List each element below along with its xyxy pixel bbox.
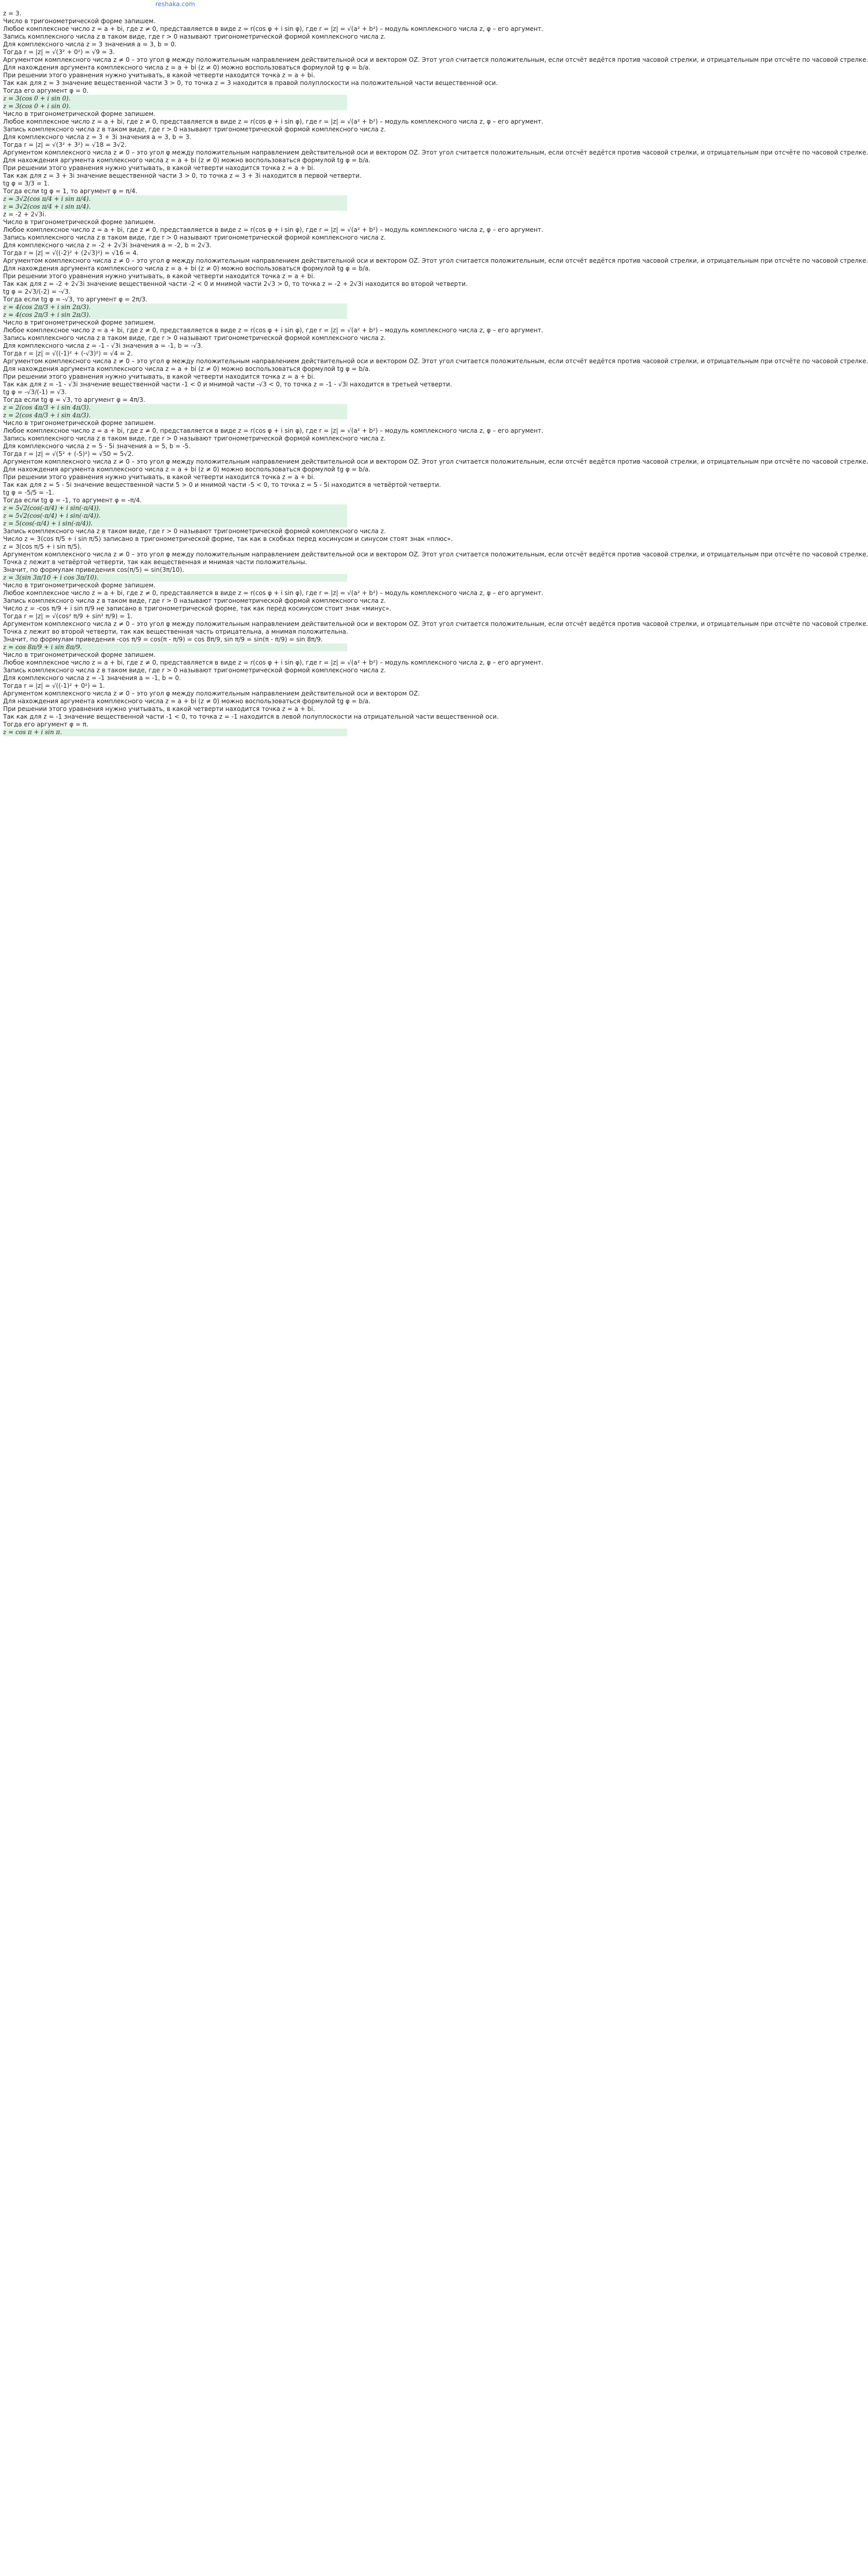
solution-line: Значит, по формулам приведения cos(π/5) = sin(3π/10). — [3, 566, 184, 573]
solution-line: tg φ = 2√3/(-2) = -√3. — [3, 288, 71, 295]
solution-line: tg φ = 3/3 = 1. — [3, 180, 50, 187]
solution-line: Число в тригонометрической форме запишем. — [3, 582, 156, 589]
solution-line: Для нахождения аргумента комплексного числа z = a + bi (z ≠ 0) можно воспользоваться формулой tg φ = b/a. — [3, 466, 371, 473]
solution-line: Аргументом комплексного числа z ≠ 0 – это угол φ между положительным направлением действительной оси и вектором OZ. Этот угол считается положительным, если отсчёт ведётся против часовой стрелки, и отрицательным при отсчёте по часовой стрелке. — [3, 551, 868, 558]
solution-line: Запись комплексного числа z в таком виде, где r > 0 называют тригонометрической формой комплексного числа z. — [3, 126, 386, 133]
site-header — [0, 0, 350, 9]
answer-line: z = 5(cos(-π/4) + i sin(-π/4)). — [3, 520, 347, 528]
solution-line: Для нахождения аргумента комплексного числа z = a + bi (z ≠ 0) можно воспользоваться формулой tg φ = b/a. — [3, 265, 371, 272]
solution-line: При решении этого уравнения нужно учитывать, в какой четверти находится точка z = a + bi. — [3, 273, 315, 280]
solution-line: tg φ = -5/5 = -1. — [3, 489, 54, 496]
answer-line: z = 3(sin 3π/10 + i cos 3π/10). — [3, 574, 347, 582]
solution-line: Аргументом комплексного числа z ≠ 0 – это угол φ между положительным направлением действительной оси и вектором OZ. Этот угол считается положительным, если отсчёт ведётся против часовой стрелки, и отрицательным при отсчёте по часовой стрелке. — [3, 458, 868, 465]
solution-line: Запись комплексного числа z в таком виде, где r > 0 называют тригонометрической формой комплексного числа z. — [3, 597, 386, 604]
solution-line: Так как для z = -2 + 2√3i значение вещественной части -2 < 0 и мнимой части 2√3 > 0, то точка z = -2 + 2√3i находится во второй четверти. — [3, 280, 468, 287]
answer-line: z = 3(cos 0 + i sin 0). — [3, 95, 347, 103]
answer-line: z = 4(cos 2π/3 + i sin 2π/3). — [3, 311, 347, 319]
answer-line: z = 2(cos 4π/3 + i sin 4π/3). — [3, 412, 347, 419]
solution-line: Запись комплексного числа z в таком виде, где r > 0 называют тригонометрической формой комплексного числа z. — [3, 334, 386, 342]
answer-line: z = cos π + i sin π. — [3, 728, 347, 736]
solution-line: Тогда r = |z| = √(3² + 0²) = √9 = 3. — [3, 48, 115, 56]
solution-line: Так как для z = -1 - √3i значение вещественной части -1 < 0 и мнимой части -√3 < 0, то точка z = -1 - √3i находится в третьей четверти. — [3, 381, 452, 388]
solution-line: Так как для z = -1 значение вещественной части -1 < 0, то точка z = -1 находится в левой полуплоскости на отрицательной части вещественной оси. — [3, 713, 499, 720]
solution-line: Для нахождения аргумента комплексного числа z = a + bi (z ≠ 0) можно воспользоваться формулой tg φ = b/a. — [3, 157, 371, 164]
answer-line: z = 4(cos 2π/3 + i sin 2π/3). — [3, 303, 347, 311]
solution-line: tg φ = -√3/(-1) = √3. — [3, 388, 67, 396]
solution-line: Для комплексного числа z = -1 - √3i значения a = -1, b = -√3. — [3, 342, 203, 349]
answer-line: z = 3√2(cos π/4 + i sin π/4). — [3, 203, 347, 211]
solution-line: Число в тригонометрической форме запишем. — [3, 651, 156, 658]
solution-line: Тогда r = |z| = √((-2)² + (2√3)²) = √16 = 4. — [3, 249, 139, 257]
solution-line: Любое комплексное число z = a + bi, где z ≠ 0, представляется в виде z = r(cos φ + i sin φ), где r = |z| = √(a² + b²) – модуль комплексного числа z, φ – его аргумент. — [3, 327, 543, 334]
solution-line: Тогда если tg φ = -√3, то аргумент φ = 2π/3. — [3, 296, 148, 303]
solution-line: Так как для z = 3 + 3i значение вещественной части 3 > 0, то точка z = 3 + 3i находится в первой четверти. — [3, 172, 362, 179]
solution-line: Запись комплексного числа z в таком виде, где r > 0 называют тригонометрической формой комплексного числа z. — [3, 33, 386, 40]
solution-line: Тогда r = |z| = √(cos² π/9 + sin² π/9) = 1. — [3, 613, 133, 620]
solution-line: Тогда если tg φ = √3, то аргумент φ = 4π/3. — [3, 396, 145, 403]
solution-line: Запись комплексного числа z в таком виде, где r > 0 называют тригонометрической формой комплексного числа z. — [3, 667, 386, 674]
solution-line: Точка z лежит в четвёртой четверти, так как вещественная и мнимая части положительны. — [3, 558, 307, 566]
solution-line: Любое комплексное число z = a + bi, где z ≠ 0, представляется в виде z = r(cos φ + i sin φ), где r = |z| = √(a² + b²) – модуль комплексного числа z, φ – его аргумент. — [3, 226, 543, 233]
solution-line: Тогда r = |z| = √(3² + 3²) = √18 = 3√2. — [3, 141, 127, 148]
answer-line: z = 3√2(cos π/4 + i sin π/4). — [3, 195, 347, 203]
solution-line: Тогда его аргумент φ = 0. — [3, 87, 89, 94]
solution-line: z = 3. — [3, 10, 22, 17]
solution-line: Тогда если tg φ = -1, то аргумент φ = -π/4. — [3, 497, 142, 504]
solution-line: Число z = -cos π/9 + i sin π/9 не записано в тригонометрической форме, так как перед косинусом стоит знак «минус». — [3, 605, 392, 612]
solution-line: Число z = 3(cos π/5 + i sin π/5) записано в тригонометрической форме, так как в скобках перед косинусом и синусом стоят знак «плюс». — [3, 535, 453, 543]
solution-line: При решении этого уравнения нужно учитывать, в какой четверти находится точка z = a + bi. — [3, 705, 315, 713]
answer-line: z = 3(cos 0 + i sin 0). — [3, 103, 347, 110]
solution-line: Число в тригонометрической форме запишем. — [3, 419, 156, 427]
solution-line: Для нахождения аргумента комплексного числа z = a + bi (z ≠ 0) можно воспользоваться формулой tg φ = b/a. — [3, 698, 371, 705]
solution-line: Для комплексного числа z = -1 значения a = -1, b = 0. — [3, 674, 181, 682]
solution-line: z = 3(cos π/5 + i sin π/5). — [3, 543, 82, 550]
solution-line: При решении этого уравнения нужно учитывать, в какой четверти находится точка z = a + bi. — [3, 164, 315, 172]
solution-line: Аргументом комплексного числа z ≠ 0 – это угол φ между положительным направлением действительной оси и вектором OZ. Этот угол считается положительным, если отсчёт ведётся против часовой стрелки, и отрицательным при отсчёте по часовой стрелке. — [3, 56, 868, 63]
answer-line: z = cos 8π/9 + i sin 8π/9. — [3, 643, 347, 651]
solution-line: Для нахождения аргумента комплексного числа z = a + bi (z ≠ 0) можно воспользоваться формулой tg φ = b/a. — [3, 365, 371, 372]
solution-line: Точка z лежит во второй четверти, так как вещественная часть отрицательна, а мнимая положительна. — [3, 628, 348, 635]
solution-line: Число в тригонометрической форме запишем. — [3, 218, 156, 226]
solution-line: Запись комплексного числа z в таком виде, где r > 0 называют тригонометрической формой комплексного числа z. — [3, 528, 386, 535]
solution-line: Тогда r = |z| = √((-1)² + (-√3)²) = √4 = 2. — [3, 350, 133, 357]
solution-line: z = -2 + 2√3i. — [3, 211, 46, 218]
solution-line: Тогда r = |z| = √(5² + (-5)²) = √50 = 5√2. — [3, 450, 134, 457]
solution-line: Запись комплексного числа z в таком виде, где r > 0 называют тригонометрической формой комплексного числа z. — [3, 435, 386, 442]
solution-line: Аргументом комплексного числа z ≠ 0 – это угол φ между положительным направлением действительной оси и вектором OZ. Этот угол считается положительным, если отсчёт ведётся против часовой стрелки, и отрицательным при отсчёте по часовой стрелке. — [3, 620, 868, 628]
site-link[interactable]: reshaka.com — [155, 1, 195, 8]
solution-line: Для комплексного числа z = 3 + 3i значения a = 3, b = 3. — [3, 133, 192, 141]
answer-line: z = 5√2(cos(-π/4) + i sin(-π/4)). — [3, 512, 347, 520]
solution-line: Для комплексного числа z = 5 - 5i значения a = 5, b = -5. — [3, 443, 191, 450]
solution-line: При решении этого уравнения нужно учитывать, в какой четверти находится точка z = a + bi. — [3, 373, 315, 380]
solution-line: Тогда его аргумент φ = π. — [3, 721, 89, 728]
solution-line: Число в тригонометрической форме запишем. — [3, 18, 156, 25]
solution-line: Запись комплексного числа z в таком виде, где r > 0 называют тригонометрической формой комплексного числа z. — [3, 234, 386, 241]
solution-line: Любое комплексное число z = a + bi, где z ≠ 0, представляется в виде z = r(cos φ + i sin φ), где r = |z| = √(a² + b²) – модуль комплексного числа z, φ – его аргумент. — [3, 659, 543, 666]
solution-line: Любое комплексное число z = a + bi, где z ≠ 0, представляется в виде z = r(cos φ + i sin φ), где r = |z| = √(a² + b²) – модуль комплексного числа z, φ – его аргумент. — [3, 427, 543, 434]
solution-line: При решении этого уравнения нужно учитывать, в какой четверти находится точка z = a + bi. — [3, 72, 315, 79]
answer-line: z = 2(cos 4π/3 + i sin 4π/3). — [3, 404, 347, 412]
solution-line: Так как для z = 3 значение вещественной части 3 > 0, то точка z = 3 находится в правой полуплоскости на положительной части вещественной оси. — [3, 79, 498, 87]
solution-line: Для комплексного числа z = 3 значения a = 3, b = 0. — [3, 41, 177, 48]
solution-line: Любое комплексное число z = a + bi, где z ≠ 0, представляется в виде z = r(cos φ + i sin φ), где r = |z| = √(a² + b²) – модуль комплексного числа z, φ – его аргумент. — [3, 589, 543, 597]
solution-line: Значит, по формулам приведения -cos π/9 = cos(π - π/9) = cos 8π/9, sin π/9 = sin(π - π/9) = sin 8π/9. — [3, 636, 323, 643]
solution-line: Аргументом комплексного числа z ≠ 0 – это угол φ между положительным направлением действительной оси и вектором OZ. Этот угол считается положительным, если отсчёт ведётся против часовой стрелки, и отрицательным при отсчёте по часовой стрелке. — [3, 257, 868, 264]
solution-line: Для нахождения аргумента комплексного числа z = a + bi (z ≠ 0) можно воспользоваться формулой tg φ = b/a. — [3, 64, 371, 71]
solution-line: При решении этого уравнения нужно учитывать, в какой четверти находится точка z = a + bi. — [3, 473, 315, 481]
solution-line: Любое комплексное число z = a + bi, где z ≠ 0, представляется в виде z = r(cos φ + i sin φ), где r = |z| = √(a² + b²) – модуль комплексного числа z, φ – его аргумент. — [3, 118, 543, 125]
answer-line: z = 5√2(cos(-π/4) + i sin(-π/4)). — [3, 504, 347, 512]
solution-line: Аргументом комплексного числа z ≠ 0 – это угол φ между положительным направлением действительной оси и вектором OZ. Этот угол считается положительным, если отсчёт ведётся против часовой стрелки, и отрицательным при отсчёте по часовой стрелке. — [3, 358, 868, 365]
solution-content — [0, 9, 868, 736]
solution-line: Число в тригонометрической форме запишем. — [3, 110, 156, 117]
solution-line: Так как для z = 5 - 5i значение вещественной части 5 > 0 и мнимой части -5 < 0, то точка z = 5 - 5i находится в четвёртой четверти. — [3, 481, 441, 488]
solution-line: Аргументом комплексного числа z ≠ 0 – это угол φ между положительным направлением действительной оси и вектором OZ. Этот угол считается положительным, если отсчёт ведётся против часовой стрелки, и отрицательным при отсчёте по часовой стрелке. — [3, 149, 868, 156]
solution-line: Любое комплексное число z = a + bi, где z ≠ 0, представляется в виде z = r(cos φ + i sin φ), где r = |z| = √(a² + b²) – модуль комплексного числа z, φ – его аргумент. — [3, 25, 543, 32]
solution-line: Тогда r = |z| = √((-1)² + 0²) = 1. — [3, 682, 105, 689]
solution-line: Для комплексного числа z = -2 + 2√3i значения a = -2, b = 2√3. — [3, 242, 212, 249]
solution-line: Тогда если tg φ = 1, то аргумент φ = π/4. — [3, 188, 138, 195]
solution-line: Число в тригонометрической форме запишем. — [3, 319, 156, 326]
solution-line: Аргументом комплексного числа z ≠ 0 – это угол φ между положительным направлением действительной оси и вектором OZ. — [3, 690, 420, 697]
